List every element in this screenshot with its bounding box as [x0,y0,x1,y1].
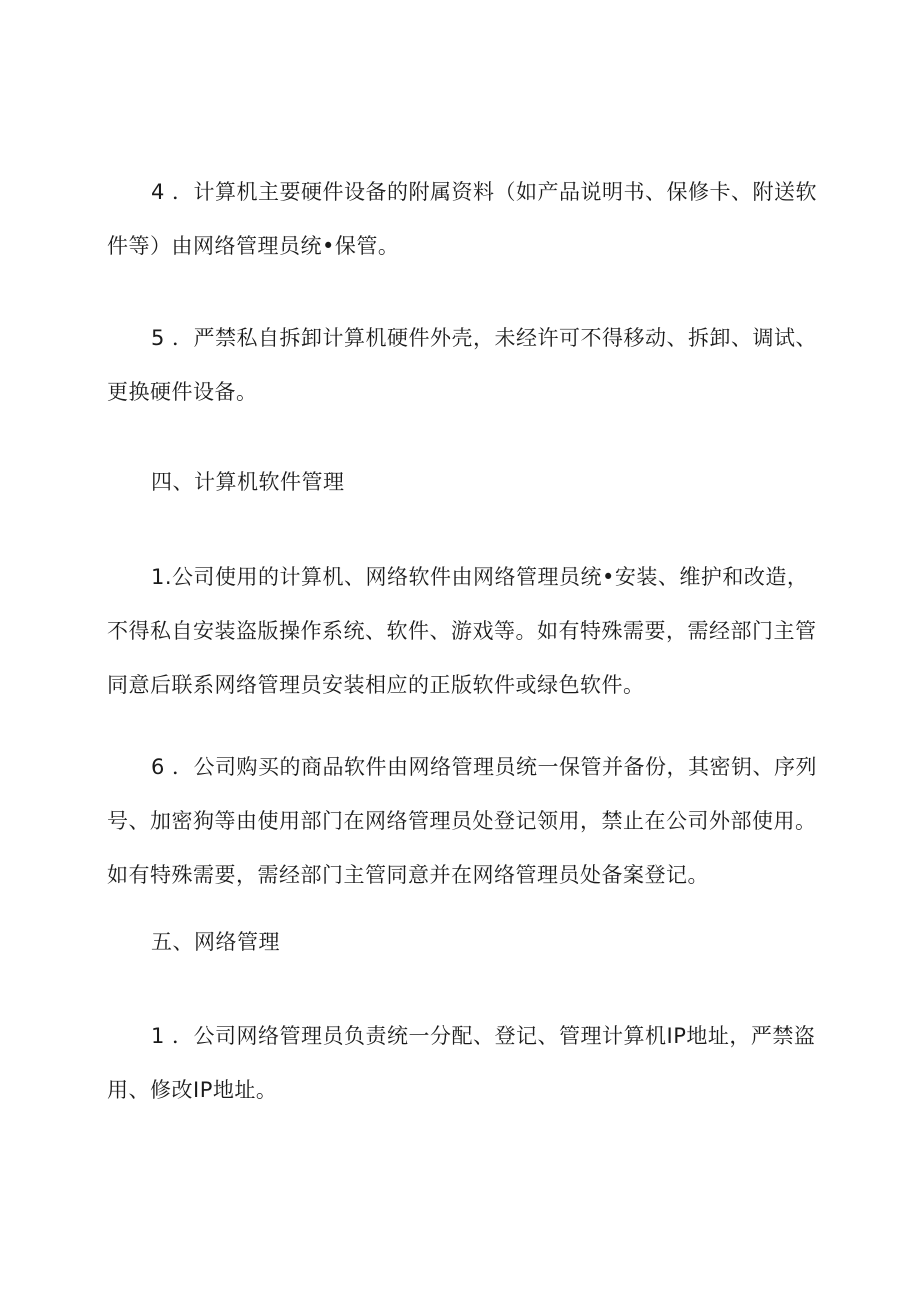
paragraph-hardware-disassembly [107,311,819,419]
paragraph-line: 如有特殊需要，需经部门主管同意并在网络管理员处备案登记。 [107,863,709,887]
paragraph-software-install [107,550,819,712]
paragraph-line: 更换硬件设备。 [107,380,258,404]
paragraph-line: 1.公司使用的计算机、网络软件由网络管理员统•安装、维护和改造， [151,565,809,589]
paragraph-line: 号、加密狗等由使用部门在网络管理员处登记领用，禁止在公司外部使用。 [107,809,817,833]
section-heading-network: 五、网络管理 [151,930,280,954]
paragraph-software-purchase [107,740,819,902]
section-heading-software: 四、计算机软件管理 [151,470,345,494]
paragraph-line: 4 ．计算机主要硬件设备的附属资料（如产品说明书、保修卡、附送软 [151,180,818,204]
paragraph-line: 6 ．公司购买的商品软件由网络管理员统一保管并备份，其密钥、序列 [151,755,818,779]
paragraph-line: 5 ．严禁私自拆卸计算机硬件外壳，未经许可不得移动、拆卸、调试、 [151,326,818,350]
paragraph-ip-address [107,1009,819,1117]
paragraph-line: 1 ．公司网络管理员负责统一分配、登记、管理计算机IP地址，严禁盗 [151,1024,816,1048]
paragraph-line: 不得私自安装盗版操作系统、软件、游戏等。如有特殊需要，需经部门主管 [107,619,817,643]
paragraph-hardware-docs [107,165,819,273]
paragraph-line: 用、修改IP地址。 [107,1078,278,1102]
paragraph-line: 件等）由网络管理员统•保管。 [107,234,400,258]
paragraph-line: 同意后联系网络管理员安装相应的正版软件或绿色软件。 [107,673,645,697]
